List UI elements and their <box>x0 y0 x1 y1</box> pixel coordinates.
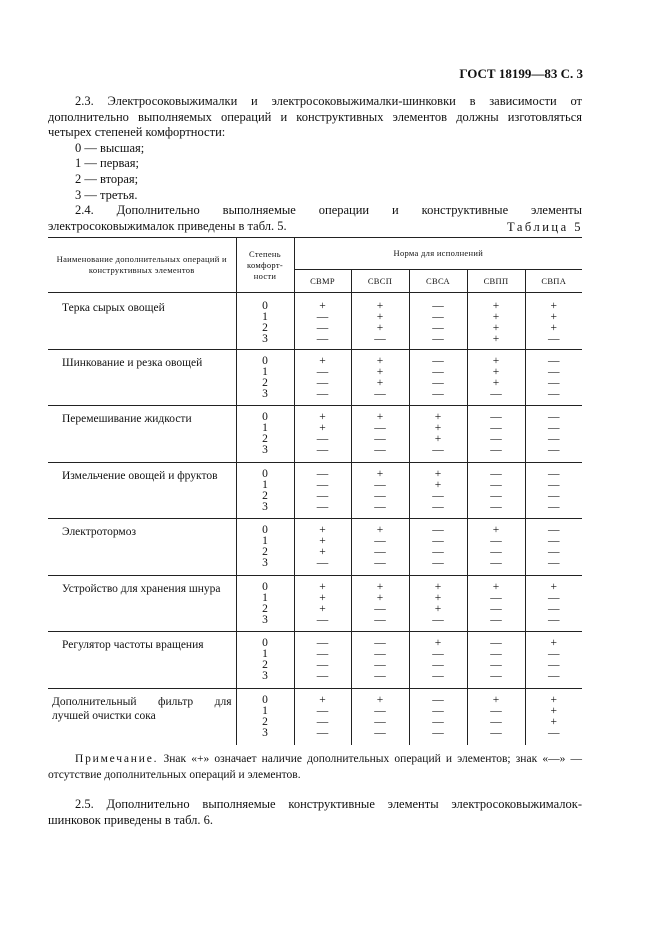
table-row <box>48 349 582 406</box>
comfort-item-0: 0 — высшая; <box>75 140 145 155</box>
paragraph-2-3: 2.3. Электросоковыжималки и электросоковыжималки-шинковки в зависимости от дополнительно выполняемых операций и конструктивных элементов должны изготовляться четырех степеней комфортности: <box>48 94 582 140</box>
cell-svsp: + — — — <box>351 462 409 519</box>
cell-svmr: + — — — <box>294 349 351 406</box>
cell-svmr: + + + — <box>294 575 351 632</box>
cell-svmr: + + — — <box>294 406 351 463</box>
row-name-line-1: Дополнительный фильтр для <box>52 695 232 708</box>
cell-svsa: — — — — <box>409 349 467 406</box>
table-body <box>48 293 582 745</box>
table-caption: Таблица 5 <box>507 220 583 234</box>
row-name: Терка сырых овощей <box>48 293 236 350</box>
row-degrees: 0 1 2 3 <box>236 632 294 689</box>
section-2-3 <box>48 94 582 234</box>
cell-svsp: + — — — <box>351 406 409 463</box>
header-variant-svpa: СВПА <box>525 270 582 293</box>
cell-svsa: + + + — <box>409 575 467 632</box>
table-row <box>48 632 582 689</box>
cell-svpa: — — — — <box>525 462 582 519</box>
cell-svsp: — — — — <box>351 632 409 689</box>
note-text: Знак «+» означает наличие дополнительных операций и элементов; знак «—» — отсутствие дополнительных операций и элементов. <box>48 753 582 781</box>
cell-svpp: — — — — <box>467 632 525 689</box>
cell-svsa: — — — — <box>409 519 467 576</box>
cell-svmr: + + + — <box>294 519 351 576</box>
row-name: Регулятор частоты вращения <box>48 632 236 689</box>
row-degrees: 0 1 2 3 <box>236 519 294 576</box>
table-row <box>48 575 582 632</box>
row-degrees: 0 1 2 3 <box>236 462 294 519</box>
row-name: Устройство для хранения шнура <box>48 575 236 632</box>
cell-svmr: — — — — <box>294 462 351 519</box>
paragraph-2-4: 2.4. Дополнительно выполняемые операции и конструктивные элементы электросоковыжималок приведены в табл. 5. <box>48 203 582 233</box>
row-degrees: 0 1 2 3 <box>236 575 294 632</box>
row-name: Электротормоз <box>48 519 236 576</box>
cell-svpp: + + + — <box>467 349 525 406</box>
cell-svpa: — — — — <box>525 349 582 406</box>
cell-svsp: + + + — <box>351 293 409 350</box>
cell-svmr: — — — — <box>294 632 351 689</box>
row-name: Перемешивание жидкости <box>48 406 236 463</box>
header-variant-svpp: СВПП <box>467 270 525 293</box>
cell-svsp: + + — — <box>351 575 409 632</box>
table-5 <box>48 237 582 745</box>
cell-svsa: — — — — <box>409 688 467 745</box>
cell-svsp: + — — — <box>351 519 409 576</box>
row-name: Измельчение овощей и фруктов <box>48 462 236 519</box>
cell-svpp: — — — — <box>467 462 525 519</box>
cell-svmr: + — — — <box>294 688 351 745</box>
cell-svmr: + — — — <box>294 293 351 350</box>
header-variant-svmr: СВМР <box>294 270 351 293</box>
table-row <box>48 406 582 463</box>
cell-svsa: — — — — <box>409 293 467 350</box>
cell-svpa: + + + — <box>525 293 582 350</box>
table-row <box>48 293 582 350</box>
cell-svpa: — — — — <box>525 406 582 463</box>
comfort-item-3: 3 — третья. <box>75 187 138 202</box>
table-row <box>48 688 582 745</box>
row-degrees: 0 1 2 3 <box>236 688 294 745</box>
header-operation-name: Наименование дополнительных операций и конструктивных элементов <box>48 238 236 293</box>
paragraph-2-5: 2.5. Дополнительно выполняемые конструктивные элементы электросоковыжималок-шинковок приведены в табл. 6. <box>48 797 582 827</box>
row-name-line-2: лучшей очистки сока <box>52 709 156 722</box>
cell-svsp: + — — — <box>351 688 409 745</box>
comfort-item-1: 1 — первая; <box>75 156 139 171</box>
cell-svsa: + + + — <box>409 406 467 463</box>
table-row <box>48 519 582 576</box>
header-variant-svsa: СВСА <box>409 270 467 293</box>
header-comfort-degree: Степень комфорт-ности <box>236 238 294 293</box>
table-note <box>48 752 582 783</box>
cell-svpp: + + + + <box>467 293 525 350</box>
row-degrees: 0 1 2 3 <box>236 406 294 463</box>
row-name: Шинкование и резка овощей <box>48 349 236 406</box>
cell-svpp: + — — — <box>467 575 525 632</box>
cell-svpa: — — — — <box>525 519 582 576</box>
cell-svpp: + — — — <box>467 688 525 745</box>
cell-svpa: + — — — <box>525 575 582 632</box>
cell-svsa: + + — — <box>409 462 467 519</box>
section-2-5 <box>48 797 582 828</box>
page-header: ГОСТ 18199—83 С. 3 <box>459 66 583 81</box>
cell-svsp: + + + — <box>351 349 409 406</box>
comfort-item-2: 2 — вторая; <box>75 171 139 186</box>
cell-svsa: + — — — <box>409 632 467 689</box>
header-norm: Норма для исполнений <box>294 238 582 270</box>
cell-svpa: + + + — <box>548 693 560 739</box>
cell-svpa: + — — — <box>525 632 582 689</box>
row-name <box>48 688 236 745</box>
row-degrees: 0 1 2 3 <box>236 293 294 350</box>
table-row <box>48 462 582 519</box>
row-degrees: 0 1 2 3 <box>236 349 294 406</box>
note-label: Примечание. <box>75 753 159 765</box>
cell-svpp: — — — — <box>467 406 525 463</box>
header-variant-svsp: СВСП <box>351 270 409 293</box>
cell-svpp: + — — — <box>467 519 525 576</box>
